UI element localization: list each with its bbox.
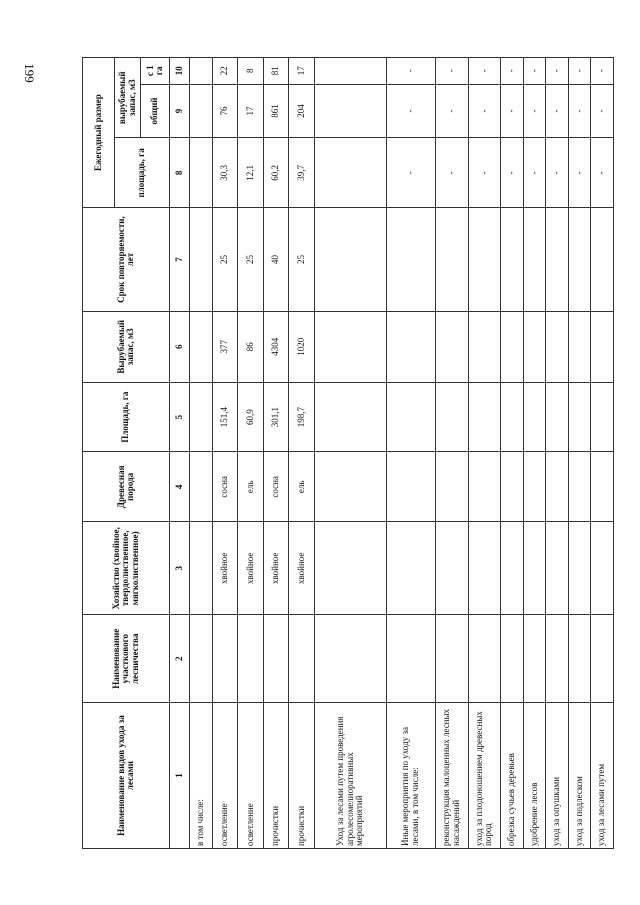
header-annual-size: Ежегодный размер xyxy=(83,58,115,208)
table-row xyxy=(212,58,238,849)
table-cell xyxy=(591,208,614,312)
table-cell xyxy=(568,208,591,312)
table-cell xyxy=(386,615,435,703)
table-cell xyxy=(501,208,524,312)
table-cell: - xyxy=(435,138,468,208)
table-cell: 1020 xyxy=(289,311,315,382)
column-index: 8 xyxy=(170,138,190,208)
column-index-row xyxy=(170,58,190,849)
header-tree-species: Древесная порода xyxy=(83,452,170,522)
table-cell xyxy=(435,522,468,615)
care-type-cell: прочистки xyxy=(263,703,289,849)
table-cell: 204 xyxy=(289,84,315,138)
rotated-table-container xyxy=(82,65,640,849)
table-cell: - xyxy=(386,58,435,85)
table-cell xyxy=(386,311,435,382)
table-row xyxy=(190,58,213,849)
care-type-cell: прочистки xyxy=(289,703,315,849)
table-cell: 25 xyxy=(238,208,264,312)
table-row xyxy=(568,58,591,849)
table-row xyxy=(435,58,468,849)
table-cell xyxy=(468,311,501,382)
table-cell: - xyxy=(546,84,569,138)
table-cell xyxy=(289,615,315,703)
header-area: Площадь, га xyxy=(83,382,170,452)
table-cell: - xyxy=(523,84,546,138)
header-annual-area: площадь, га xyxy=(115,138,170,208)
table-cell xyxy=(568,615,591,703)
table-cell: 76 xyxy=(212,84,238,138)
table-cell xyxy=(468,208,501,312)
table-cell xyxy=(523,311,546,382)
table-cell: - xyxy=(468,84,501,138)
table-row xyxy=(546,58,569,849)
table-cell xyxy=(591,615,614,703)
header-stock-total: общий xyxy=(141,84,170,138)
table-cell: - xyxy=(435,58,468,85)
table-cell: - xyxy=(501,84,524,138)
table-cell: - xyxy=(386,138,435,208)
table-cell xyxy=(501,522,524,615)
table-cell: - xyxy=(568,58,591,85)
table-cell: 12,1 xyxy=(238,138,264,208)
column-index: 7 xyxy=(170,208,190,312)
table-cell xyxy=(501,311,524,382)
table-cell xyxy=(314,58,386,85)
table-cell xyxy=(546,452,569,522)
table-cell xyxy=(435,615,468,703)
table-cell xyxy=(501,615,524,703)
table-cell xyxy=(591,452,614,522)
care-type-cell: в том числе: xyxy=(190,703,213,849)
care-type-cell: реконструкция малоценных лесных насаждений xyxy=(435,703,468,849)
table-cell xyxy=(523,522,546,615)
table-cell: 17 xyxy=(289,58,315,85)
table-cell xyxy=(314,138,386,208)
table-cell: хвойное xyxy=(212,522,238,615)
table-row xyxy=(468,58,501,849)
table-cell: хвойное xyxy=(238,522,264,615)
table-cell xyxy=(546,615,569,703)
care-type-cell: Уход за лесами путем проведения агролесомелиоративных мероприятий xyxy=(314,703,386,849)
table-cell: - xyxy=(468,138,501,208)
table-cell xyxy=(435,208,468,312)
table-row xyxy=(314,58,386,849)
care-type-cell: удобрение лесов xyxy=(523,703,546,849)
table-cell: 4304 xyxy=(263,311,289,382)
table-cell: - xyxy=(546,138,569,208)
table-cell xyxy=(314,382,386,452)
table-cell: 39,7 xyxy=(289,138,315,208)
table-cell xyxy=(568,311,591,382)
table-cell: 22 xyxy=(212,58,238,85)
care-type-cell: Иные мероприятия по уходу за лесами, в том числе: xyxy=(386,703,435,849)
table-cell: 86 xyxy=(238,311,264,382)
care-type-cell: осветление xyxy=(212,703,238,849)
table-cell: - xyxy=(501,58,524,85)
column-index: 4 xyxy=(170,452,190,522)
table-cell xyxy=(468,452,501,522)
table-cell xyxy=(523,615,546,703)
table-cell xyxy=(314,452,386,522)
table-cell xyxy=(190,382,213,452)
table-cell: - xyxy=(386,84,435,138)
table-cell: - xyxy=(523,58,546,85)
table-cell xyxy=(314,84,386,138)
care-type-cell: уход за плодоношением древесных пород xyxy=(468,703,501,849)
table-cell xyxy=(190,138,213,208)
table-cell: 25 xyxy=(289,208,315,312)
table-cell: - xyxy=(591,138,614,208)
table-cell: - xyxy=(591,84,614,138)
table-row xyxy=(523,58,546,849)
table-cell: - xyxy=(501,138,524,208)
table-cell xyxy=(190,452,213,522)
care-type-cell: уход за лесами путем xyxy=(591,703,614,849)
table-cell xyxy=(190,58,213,85)
table-row xyxy=(238,58,264,849)
column-index: 2 xyxy=(170,615,190,703)
table-cell xyxy=(386,452,435,522)
table-cell xyxy=(435,311,468,382)
care-type-cell: осветление xyxy=(238,703,264,849)
table-cell xyxy=(314,311,386,382)
table-cell xyxy=(386,208,435,312)
table-cell xyxy=(523,208,546,312)
table-cell xyxy=(568,382,591,452)
table-cell: - xyxy=(568,138,591,208)
table-cell: 60,9 xyxy=(238,382,264,452)
header-forestry-district: Наименование участкового лесничества xyxy=(83,615,170,703)
table-row xyxy=(501,58,524,849)
table-cell: - xyxy=(591,58,614,85)
table-cell xyxy=(468,615,501,703)
table-cell xyxy=(568,522,591,615)
forest-care-table xyxy=(82,57,614,849)
table-header xyxy=(83,58,190,849)
table-cell xyxy=(435,382,468,452)
table-cell xyxy=(523,382,546,452)
table-cell: 198,7 xyxy=(289,382,315,452)
table-cell: - xyxy=(523,138,546,208)
table-cell: 60,2 xyxy=(263,138,289,208)
table-cell xyxy=(568,452,591,522)
care-type-cell: уход за подлеском xyxy=(568,703,591,849)
column-index: 6 xyxy=(170,311,190,382)
table-cell xyxy=(546,382,569,452)
column-index: 1 xyxy=(170,703,190,849)
header-annual-stock: вырубаемый запас, м3 xyxy=(115,58,141,138)
table-cell: 8 xyxy=(238,58,264,85)
table-cell xyxy=(212,615,238,703)
table-cell: 81 xyxy=(263,58,289,85)
table-cell xyxy=(501,452,524,522)
table-cell: сосна xyxy=(263,452,289,522)
table-cell: хвойное xyxy=(289,522,315,615)
table-cell xyxy=(190,522,213,615)
table-cell xyxy=(190,615,213,703)
table-cell xyxy=(263,615,289,703)
table-cell xyxy=(238,615,264,703)
table-row xyxy=(263,58,289,849)
header-harvested-stock: Вырубаемый запас, м3 xyxy=(83,311,170,382)
care-type-cell: уход за опушками xyxy=(546,703,569,849)
header-repeat-period: Срок повторяемости, лет xyxy=(83,208,170,312)
header-care-type: Наименование видов ухода за лесами xyxy=(83,703,170,849)
table-cell xyxy=(468,382,501,452)
table-cell: 151,4 xyxy=(212,382,238,452)
table-cell xyxy=(523,452,546,522)
header-economy-type: Хозяйство (хвойное, твердолиственное, мягколиственное) xyxy=(83,522,170,615)
table-cell: 861 xyxy=(263,84,289,138)
table-cell: - xyxy=(568,84,591,138)
table-cell: 17 xyxy=(238,84,264,138)
page-number: 199 xyxy=(22,63,37,83)
table-cell: сосна xyxy=(212,452,238,522)
table-cell: 25 xyxy=(212,208,238,312)
table-body xyxy=(190,58,614,849)
table-cell xyxy=(190,311,213,382)
table-row xyxy=(289,58,315,849)
table-cell: хвойное xyxy=(263,522,289,615)
column-index: 3 xyxy=(170,522,190,615)
column-index: 10 xyxy=(170,58,190,85)
table-row xyxy=(591,58,614,849)
table-cell: ель xyxy=(289,452,315,522)
table-cell xyxy=(314,208,386,312)
table-cell xyxy=(546,208,569,312)
table-cell: 30,3 xyxy=(212,138,238,208)
table-cell: 377 xyxy=(212,311,238,382)
table-cell xyxy=(190,208,213,312)
table-cell xyxy=(386,522,435,615)
table-cell: ель xyxy=(238,452,264,522)
table-cell: - xyxy=(468,58,501,85)
table-cell: 40 xyxy=(263,208,289,312)
table-cell xyxy=(468,522,501,615)
table-cell xyxy=(501,382,524,452)
table-cell: - xyxy=(546,58,569,85)
table-row xyxy=(386,58,435,849)
column-index: 5 xyxy=(170,382,190,452)
table-cell xyxy=(314,522,386,615)
table-cell xyxy=(314,615,386,703)
table-cell xyxy=(546,311,569,382)
header-stock-per-ha: с 1 га xyxy=(141,58,170,85)
care-type-cell: обрезка сучьев деревьев xyxy=(501,703,524,849)
table-cell xyxy=(546,522,569,615)
column-index: 9 xyxy=(170,84,190,138)
table-cell xyxy=(591,382,614,452)
table-cell xyxy=(386,382,435,452)
table-cell xyxy=(591,522,614,615)
table-cell xyxy=(591,311,614,382)
table-cell: - xyxy=(435,84,468,138)
table-cell xyxy=(190,84,213,138)
table-cell: 301,1 xyxy=(263,382,289,452)
table-cell xyxy=(435,452,468,522)
